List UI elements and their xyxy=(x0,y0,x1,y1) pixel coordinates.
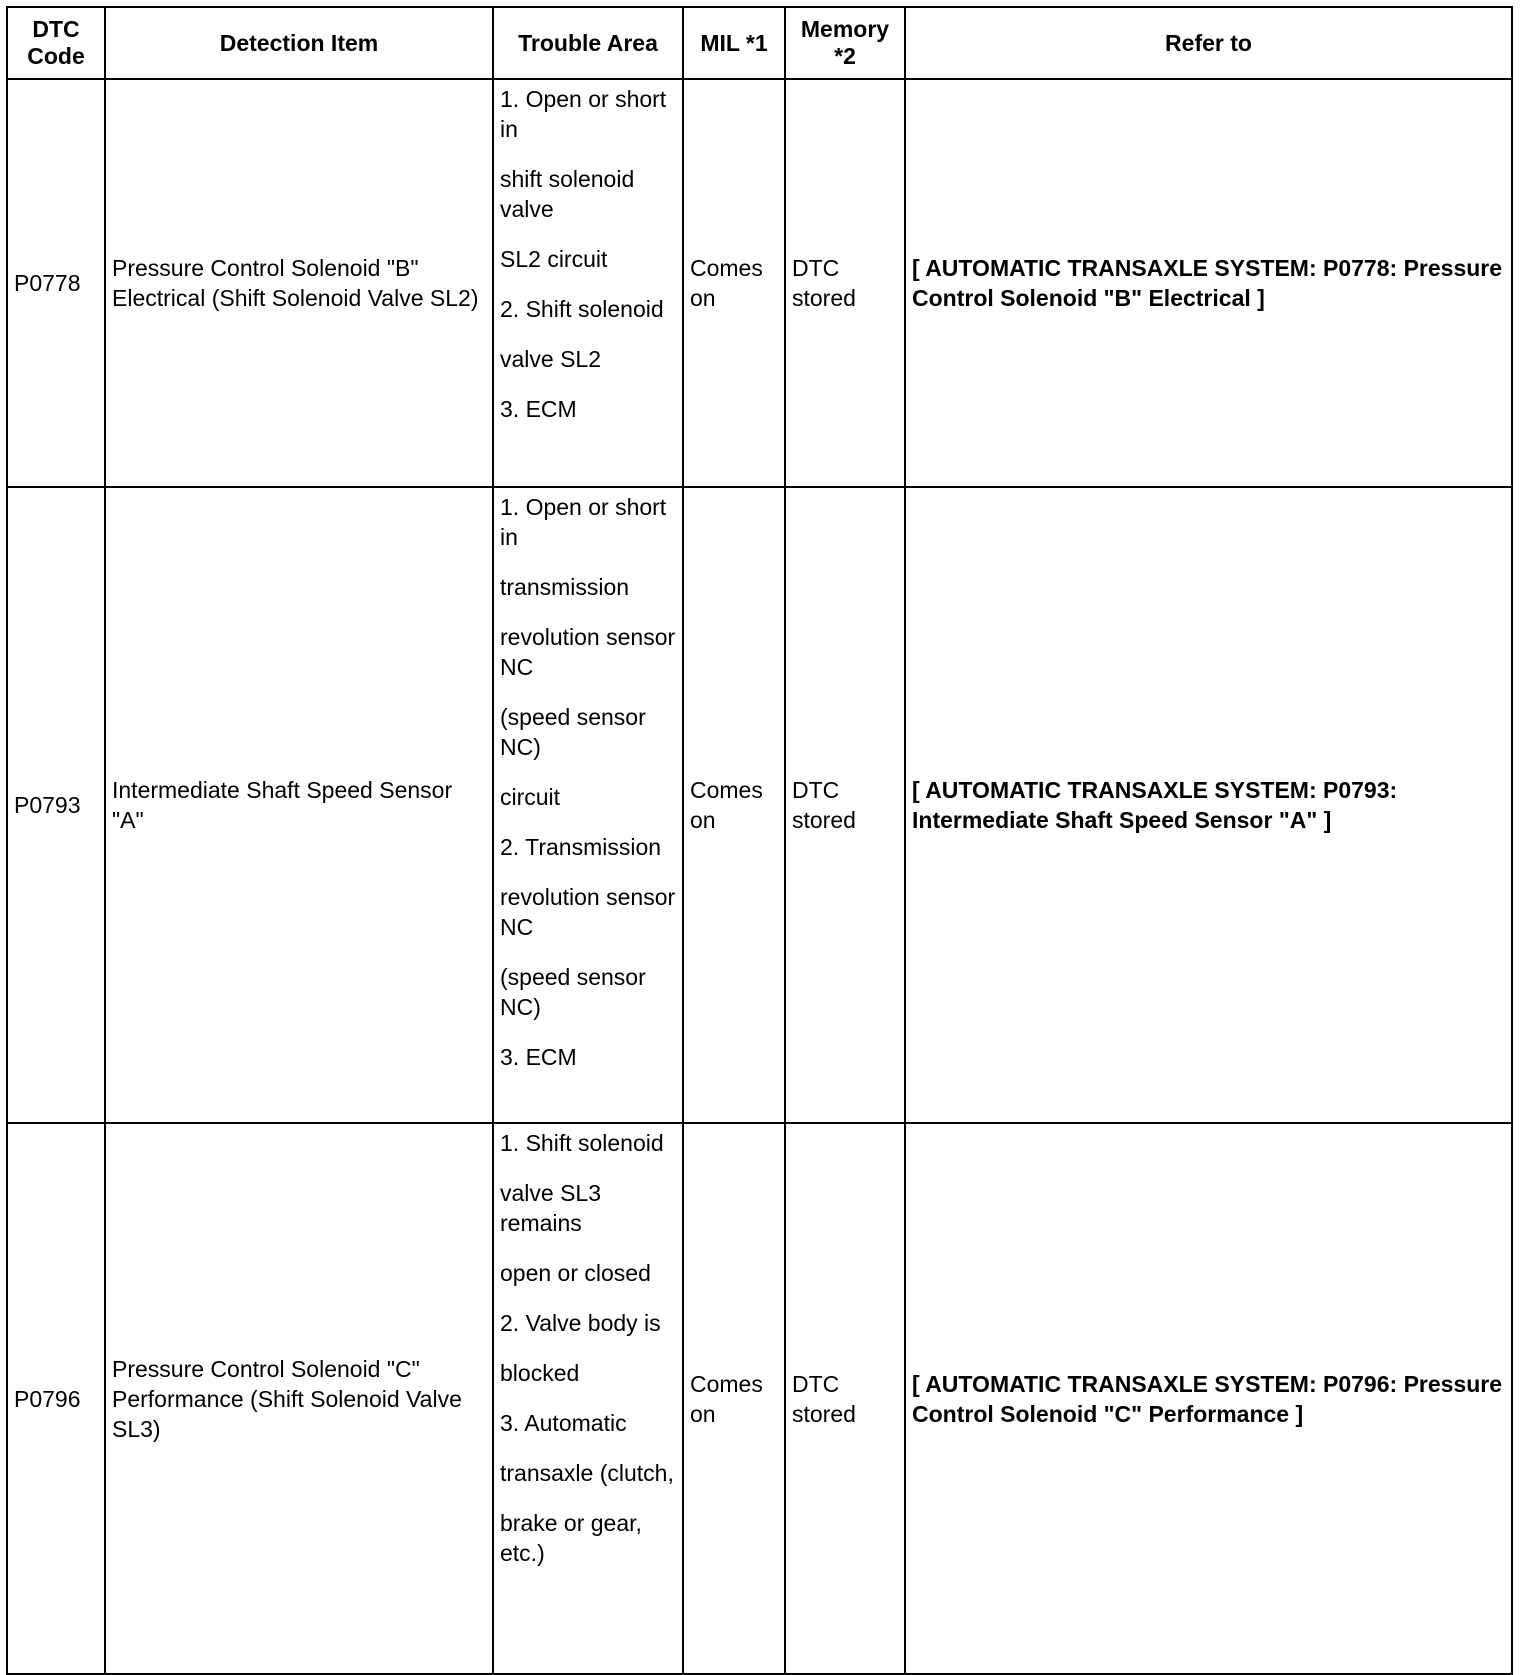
table-row xyxy=(7,487,1512,1123)
trouble-area-line: brake or gear, etc.) xyxy=(500,1510,642,1566)
trouble-area-line: (speed sensor NC) xyxy=(500,964,646,1020)
refer-to-link[interactable]: [ AUTOMATIC TRANSAXLE SYSTEM: P0793: Intermediate Shaft Speed Sensor "A" ] xyxy=(905,487,1512,1123)
header-dtc-code: DTC Code xyxy=(7,7,105,79)
trouble-area-line: 2. Shift solenoid xyxy=(500,296,664,322)
table-header xyxy=(7,7,1512,79)
header-memory: Memory *2 xyxy=(785,7,905,79)
trouble-area-line: circuit xyxy=(500,784,561,810)
trouble-area-line: 2. Valve body is xyxy=(500,1310,661,1336)
dtc-table xyxy=(6,6,1513,1675)
dtc-code-cell: P0796 xyxy=(7,1123,105,1674)
dtc-code-cell: P0778 xyxy=(7,79,105,487)
detection-item-cell: Intermediate Shaft Speed Sensor "A" xyxy=(105,487,493,1123)
memory-cell: DTC stored xyxy=(785,1123,905,1674)
trouble-area-line: 3. ECM xyxy=(500,396,577,422)
trouble-area-line: 3. Automatic xyxy=(500,1410,627,1436)
table-body xyxy=(7,79,1512,1674)
trouble-area-line: open or closed xyxy=(500,1260,651,1286)
mil-cell: Comes on xyxy=(683,1123,785,1674)
trouble-area-line: blocked xyxy=(500,1360,580,1386)
trouble-area-line: (speed sensor NC) xyxy=(500,704,646,760)
trouble-area-line: 1. Shift solenoid xyxy=(500,1130,664,1156)
trouble-area-line: valve SL3 remains xyxy=(500,1180,602,1236)
detection-item-cell: Pressure Control Solenoid "C" Performance (Shift Solenoid Valve SL3) xyxy=(105,1123,493,1674)
trouble-area-line: revolution sensor NC xyxy=(500,884,676,940)
header-row xyxy=(7,7,1512,79)
refer-to-link[interactable]: [ AUTOMATIC TRANSAXLE SYSTEM: P0796: Pressure Control Solenoid "C" Performance ] xyxy=(905,1123,1512,1674)
header-mil: MIL *1 xyxy=(683,7,785,79)
mil-cell: Comes on xyxy=(683,487,785,1123)
trouble-area-cell xyxy=(493,487,683,1123)
memory-cell: DTC stored xyxy=(785,79,905,487)
dtc-code-cell: P0793 xyxy=(7,487,105,1123)
trouble-area-line: 1. Open or short in xyxy=(500,86,667,142)
trouble-area-line: transaxle (clutch, xyxy=(500,1460,674,1486)
detection-item-cell: Pressure Control Solenoid "B" Electrical (Shift Solenoid Valve SL2) xyxy=(105,79,493,487)
header-refer-to: Refer to xyxy=(905,7,1512,79)
trouble-area-cell xyxy=(493,1123,683,1674)
trouble-area-line: SL2 circuit xyxy=(500,246,608,272)
header-detection-item: Detection Item xyxy=(105,7,493,79)
trouble-area-line: 1. Open or short in xyxy=(500,494,667,550)
trouble-area-line: 2. Transmission xyxy=(500,834,662,860)
memory-cell: DTC stored xyxy=(785,487,905,1123)
trouble-area-line: revolution sensor NC xyxy=(500,624,676,680)
trouble-area-line: 3. ECM xyxy=(500,1044,577,1070)
table-row xyxy=(7,79,1512,487)
trouble-area-line: valve SL2 xyxy=(500,346,602,372)
table-row xyxy=(7,1123,1512,1674)
trouble-area-cell xyxy=(493,79,683,487)
mil-cell: Comes on xyxy=(683,79,785,487)
refer-to-link[interactable]: [ AUTOMATIC TRANSAXLE SYSTEM: P0778: Pressure Control Solenoid "B" Electrical ] xyxy=(905,79,1512,487)
header-trouble-area: Trouble Area xyxy=(493,7,683,79)
trouble-area-line: transmission xyxy=(500,574,630,600)
trouble-area-line: shift solenoid valve xyxy=(500,166,635,222)
